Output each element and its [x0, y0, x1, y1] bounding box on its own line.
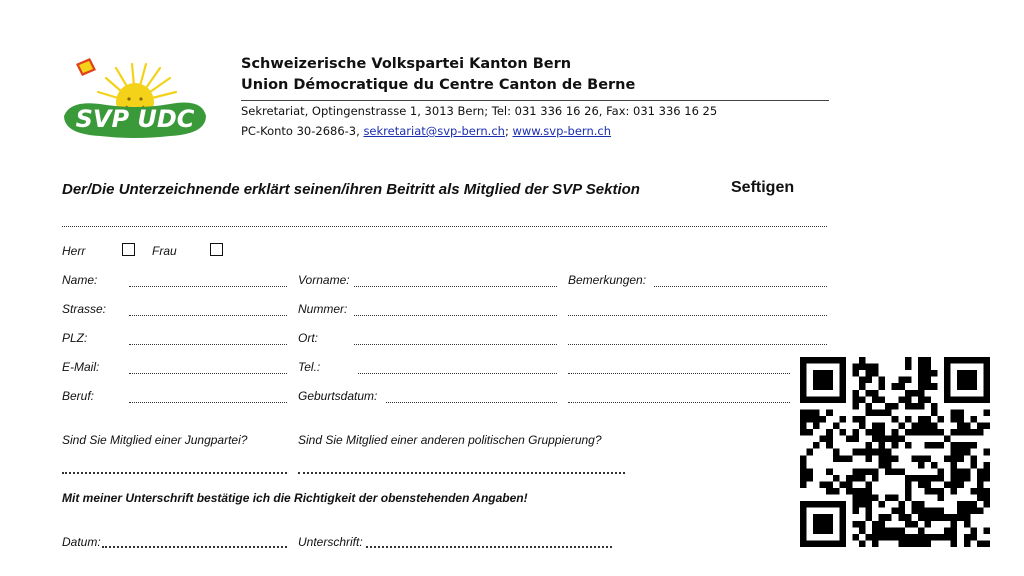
section-name: Seftigen [731, 179, 795, 196]
bemerkungen-field-5[interactable] [568, 402, 790, 403]
account-number: PC-Konto 30-2686-3, [241, 124, 364, 138]
frau-label: Frau [152, 244, 177, 258]
letterhead-contact [241, 124, 611, 138]
geburtsdatum-field[interactable] [386, 402, 557, 403]
strasse-label: Strasse: [62, 302, 107, 316]
letterhead-party-fr: Union Démocratique du Centre Canton de Berne [241, 77, 636, 93]
logo-text: SVP UDC [75, 105, 195, 133]
bemerkungen-field-3[interactable] [568, 344, 827, 345]
bemerkungen-field-4[interactable] [568, 373, 790, 374]
geburtsdatum-label: Geburtsdatum: [298, 389, 378, 403]
tel-field[interactable] [358, 373, 557, 374]
bemerkungen-field[interactable] [654, 286, 827, 287]
website-link[interactable]: www.svp-bern.ch [512, 124, 612, 138]
nummer-label: Nummer: [298, 302, 348, 316]
gruppierung-question: Sind Sie Mitglied einer anderen politischen Gruppierung? [298, 433, 602, 447]
beruf-label: Beruf: [62, 389, 95, 403]
qr-code-icon [800, 357, 990, 547]
gruppierung-field[interactable] [298, 472, 625, 474]
jungpartei-question: Sind Sie Mitglied einer Jungpartei? [62, 433, 248, 447]
vorname-field[interactable] [354, 286, 557, 287]
form-heading: Der/Die Unterzeichnende erklärt seinen/ihren Beitritt als Mitglied der SVP Sektion [62, 181, 640, 198]
name-field[interactable] [129, 286, 287, 287]
nummer-field[interactable] [354, 315, 557, 316]
vorname-label: Vorname: [298, 273, 350, 287]
jungpartei-field[interactable] [62, 472, 287, 474]
strasse-field[interactable] [129, 315, 287, 316]
section-dotted-line [62, 226, 827, 227]
unterschrift-field[interactable] [366, 546, 612, 548]
herr-checkbox[interactable] [122, 243, 135, 256]
email-label: E-Mail: [62, 360, 100, 374]
email-field[interactable] [129, 373, 287, 374]
ort-label: Ort: [298, 331, 318, 345]
herr-label: Herr [62, 244, 86, 258]
confirmation-text: Mit meiner Unterschrift bestätige ich die Richtigkeit der obenstehenden Angaben! [62, 491, 528, 505]
frau-checkbox[interactable] [210, 243, 223, 256]
email-link[interactable]: sekretariat@svp-bern.ch [363, 124, 505, 138]
letterhead-party-de: Schweizerische Volkspartei Kanton Bern [241, 56, 572, 72]
unterschrift-label: Unterschrift: [298, 535, 363, 549]
ort-field[interactable] [354, 344, 557, 345]
contact-separator: ; [504, 124, 513, 138]
bemerkungen-label: Bemerkungen: [568, 273, 647, 287]
letterhead-address: Sekretariat, Optingenstrasse 1, 3013 Bern; Tel: 031 336 16 26, Fax: 031 336 16 25 [241, 104, 718, 118]
name-label: Name: [62, 273, 98, 287]
letterhead-divider [241, 100, 829, 101]
svp-udc-logo [60, 54, 210, 144]
tel-label: Tel.: [298, 360, 321, 374]
plz-field[interactable] [129, 344, 287, 345]
beruf-field[interactable] [129, 402, 287, 403]
datum-field[interactable] [102, 546, 287, 548]
plz-label: PLZ: [62, 331, 88, 345]
datum-label: Datum: [62, 535, 101, 549]
bemerkungen-field-2[interactable] [568, 315, 827, 316]
